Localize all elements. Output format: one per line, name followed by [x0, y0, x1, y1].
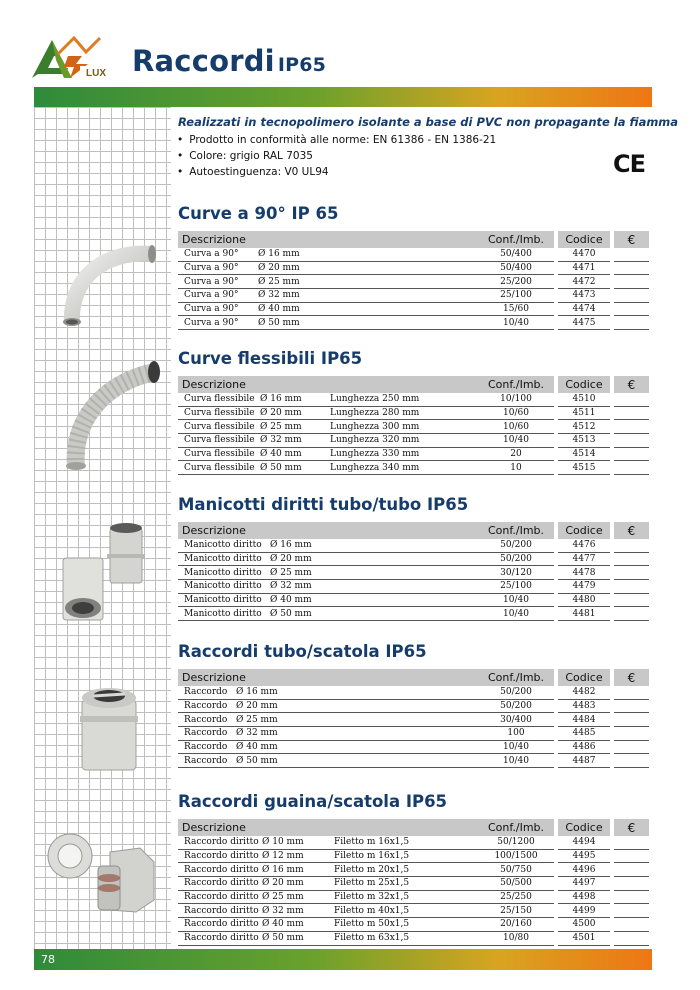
row-code: 4485 [558, 727, 610, 741]
row-conf: 30/120 [478, 566, 554, 580]
row-price [614, 931, 649, 945]
row-description: Curva a 90° [178, 261, 258, 275]
row-conf: 10/40 [478, 316, 554, 330]
row-detail: Filetto m 50x1,5 [334, 918, 478, 932]
row-detail: Lunghezza 320 mm [330, 434, 478, 448]
row-detail [328, 316, 478, 330]
row-diameter: Ø 16 mm [270, 539, 478, 552]
table-header-row [178, 376, 649, 393]
intro-bullets [178, 132, 678, 180]
row-description: Raccordo diritto [178, 931, 262, 945]
row-detail [328, 248, 478, 261]
row-diameter: Ø 20 mm [260, 406, 330, 420]
spec-table [178, 231, 649, 330]
page-number: 78 [41, 953, 55, 966]
table-row [178, 447, 649, 461]
spec-table [178, 819, 649, 946]
row-diameter: Ø 50 mm [258, 316, 328, 330]
table-row [178, 393, 649, 406]
row-diameter: Ø 32 mm [236, 727, 478, 741]
row-description: Raccordo diritto [178, 890, 262, 904]
row-diameter: Ø 12 mm [262, 849, 334, 863]
row-code: 4514 [558, 447, 610, 461]
column-header-price: € [614, 819, 649, 836]
row-price [614, 754, 649, 768]
row-conf: 30/400 [478, 713, 554, 727]
row-detail [328, 275, 478, 289]
row-price [614, 461, 649, 475]
row-code: 4511 [558, 406, 610, 420]
table-row [178, 740, 649, 754]
table-row [178, 918, 649, 932]
row-code: 4475 [558, 316, 610, 330]
row-description: Manicotto diritto [178, 593, 270, 607]
row-conf: 10/100 [478, 393, 554, 406]
table-row [178, 461, 649, 475]
table-row [178, 275, 649, 289]
row-description: Raccordo diritto [178, 904, 262, 918]
row-detail [328, 289, 478, 303]
section-title: Raccordi guaina/scatola IP65 [178, 792, 448, 811]
row-price [614, 447, 649, 461]
row-diameter: Ø 50 mm [262, 931, 334, 945]
row-detail: Lunghezza 250 mm [330, 393, 478, 406]
curve-90-image [52, 240, 162, 330]
column-header-code: Codice [558, 819, 610, 836]
column-header-code: Codice [558, 231, 610, 248]
row-detail: Lunghezza 300 mm [330, 420, 478, 434]
table-row [178, 931, 649, 945]
section-title: Raccordi tubo/scatola IP65 [178, 642, 427, 661]
row-price [614, 713, 649, 727]
row-price [614, 566, 649, 580]
row-conf: 50/750 [478, 863, 554, 877]
title-main: Raccordi [132, 44, 275, 78]
row-conf: 50/400 [478, 248, 554, 261]
table-row [178, 316, 649, 330]
row-detail: Filetto m 16x1,5 [334, 836, 478, 849]
column-header-code: Codice [558, 376, 610, 393]
row-conf: 10/40 [478, 593, 554, 607]
column-header-conf: Conf./Imb. [478, 376, 554, 393]
row-description: Curva flessibile [178, 393, 260, 406]
row-diameter: Ø 16 mm [262, 863, 334, 877]
row-conf: 25/100 [478, 289, 554, 303]
row-price [614, 420, 649, 434]
bottom-gradient-bar [34, 949, 652, 970]
table-row [178, 420, 649, 434]
ce-mark: CE [613, 150, 646, 178]
table-row [178, 754, 649, 768]
row-conf: 25/250 [478, 890, 554, 904]
table-row [178, 849, 649, 863]
row-code: 4498 [558, 890, 610, 904]
row-code: 4500 [558, 918, 610, 932]
intro-bullet: • Autoestinguenza: V0 UL94 [178, 164, 678, 180]
row-diameter: Ø 16 mm [260, 393, 330, 406]
row-conf: 10/40 [478, 754, 554, 768]
row-code: 4496 [558, 863, 610, 877]
row-code: 4470 [558, 248, 610, 261]
row-conf: 20/160 [478, 918, 554, 932]
row-conf: 50/200 [478, 699, 554, 713]
row-code: 4495 [558, 849, 610, 863]
row-description: Curva flessibile [178, 447, 260, 461]
column-header-conf: Conf./Imb. [478, 522, 554, 539]
column-header-price: € [614, 522, 649, 539]
row-code: 4482 [558, 686, 610, 699]
row-diameter: Ø 50 mm [260, 461, 330, 475]
row-description: Raccordo diritto [178, 918, 262, 932]
row-diameter: Ø 16 mm [258, 248, 328, 261]
column-header-description: Descrizione [178, 522, 478, 539]
row-price [614, 406, 649, 420]
table-row [178, 890, 649, 904]
table-row [178, 904, 649, 918]
table-header-row [178, 819, 649, 836]
column-header-conf: Conf./Imb. [478, 231, 554, 248]
row-price [614, 607, 649, 621]
row-conf: 50/1200 [478, 836, 554, 849]
spec-table [178, 669, 649, 768]
row-code: 4501 [558, 931, 610, 945]
row-price [614, 434, 649, 448]
row-code: 4474 [558, 302, 610, 316]
row-diameter: Ø 20 mm [258, 261, 328, 275]
row-description: Raccordo [178, 699, 236, 713]
row-conf: 10/80 [478, 931, 554, 945]
row-code: 4473 [558, 289, 610, 303]
column-header-code: Codice [558, 669, 610, 686]
row-description: Curva a 90° [178, 302, 258, 316]
row-conf: 25/100 [478, 580, 554, 594]
row-code: 4484 [558, 713, 610, 727]
row-code: 4515 [558, 461, 610, 475]
column-header-price: € [614, 231, 649, 248]
row-detail: Filetto m 63x1,5 [334, 931, 478, 945]
row-conf: 50/200 [478, 552, 554, 566]
row-code: 4513 [558, 434, 610, 448]
row-code: 4478 [558, 566, 610, 580]
row-price [614, 740, 649, 754]
row-price [614, 289, 649, 303]
column-header-description: Descrizione [178, 231, 478, 248]
row-detail: Filetto m 40x1,5 [334, 904, 478, 918]
row-description: Raccordo diritto [178, 849, 262, 863]
row-price [614, 904, 649, 918]
row-description: Curva flessibile [178, 461, 260, 475]
row-conf: 10/60 [478, 420, 554, 434]
row-diameter: Ø 25 mm [262, 890, 334, 904]
row-description: Manicotto diritto [178, 607, 270, 621]
row-detail [328, 302, 478, 316]
straight-sleeve-image [55, 518, 155, 628]
row-detail: Filetto m 20x1,5 [334, 863, 478, 877]
table-row [178, 406, 649, 420]
row-description: Raccordo diritto [178, 877, 262, 891]
row-price [614, 316, 649, 330]
row-description: Raccordo diritto [178, 836, 262, 849]
row-code: 4486 [558, 740, 610, 754]
row-price [614, 727, 649, 741]
table-row [178, 539, 649, 552]
row-price [614, 686, 649, 699]
row-diameter: Ø 50 mm [236, 754, 478, 768]
table-row [178, 863, 649, 877]
row-code: 4512 [558, 420, 610, 434]
row-description: Raccordo [178, 740, 236, 754]
row-description: Curva a 90° [178, 316, 258, 330]
row-code: 4510 [558, 393, 610, 406]
row-code: 4479 [558, 580, 610, 594]
row-description: Curva a 90° [178, 275, 258, 289]
column-header-conf: Conf./Imb. [478, 819, 554, 836]
row-code: 4476 [558, 539, 610, 552]
table-row [178, 686, 649, 699]
row-detail: Lunghezza 330 mm [330, 447, 478, 461]
row-diameter: Ø 40 mm [270, 593, 478, 607]
row-conf: 10/40 [478, 607, 554, 621]
column-header-conf: Conf./Imb. [478, 669, 554, 686]
row-code: 4483 [558, 699, 610, 713]
intro-bullet: • Prodotto in conformità alle norme: EN 61386 - EN 1386-21 [178, 132, 678, 148]
row-price [614, 393, 649, 406]
row-price [614, 552, 649, 566]
table-row [178, 593, 649, 607]
table-header-row [178, 231, 649, 248]
row-detail [328, 261, 478, 275]
ak-lux-logo [28, 34, 124, 82]
row-detail: Lunghezza 280 mm [330, 406, 478, 420]
row-detail: Filetto m 32x1,5 [334, 890, 478, 904]
row-description: Curva a 90° [178, 289, 258, 303]
title-suffix: IP65 [277, 54, 327, 76]
row-price [614, 863, 649, 877]
row-diameter: Ø 40 mm [236, 740, 478, 754]
row-description: Manicotto diritto [178, 566, 270, 580]
row-code: 4499 [558, 904, 610, 918]
row-detail: Lunghezza 340 mm [330, 461, 478, 475]
row-conf: 100/1500 [478, 849, 554, 863]
row-code: 4471 [558, 261, 610, 275]
row-diameter: Ø 32 mm [258, 289, 328, 303]
sheath-box-fitting-image [40, 826, 170, 926]
row-diameter: Ø 40 mm [262, 918, 334, 932]
row-price [614, 877, 649, 891]
tube-box-fitting-image [70, 672, 150, 782]
column-header-price: € [614, 669, 649, 686]
row-conf: 10/40 [478, 740, 554, 754]
row-detail: Filetto m 25x1,5 [334, 877, 478, 891]
row-diameter: Ø 32 mm [270, 580, 478, 594]
table-row [178, 836, 649, 849]
table-row [178, 302, 649, 316]
row-description: Curva flessibile [178, 434, 260, 448]
table-row [178, 289, 649, 303]
row-diameter: Ø 25 mm [236, 713, 478, 727]
row-conf: 25/150 [478, 904, 554, 918]
row-price [614, 918, 649, 932]
row-diameter: Ø 10 mm [262, 836, 334, 849]
row-conf: 10 [478, 461, 554, 475]
row-code: 4487 [558, 754, 610, 768]
column-header-description: Descrizione [178, 819, 478, 836]
row-code: 4497 [558, 877, 610, 891]
column-header-price: € [614, 376, 649, 393]
row-description: Raccordo [178, 727, 236, 741]
table-header-row [178, 522, 649, 539]
table-row [178, 261, 649, 275]
row-conf: 10/40 [478, 434, 554, 448]
row-price [614, 593, 649, 607]
column-header-description: Descrizione [178, 376, 478, 393]
row-diameter: Ø 32 mm [260, 434, 330, 448]
row-description: Raccordo [178, 686, 236, 699]
table-row [178, 248, 649, 261]
row-description: Curva flessibile [178, 420, 260, 434]
row-code: 4494 [558, 836, 610, 849]
row-price [614, 890, 649, 904]
row-code: 4477 [558, 552, 610, 566]
row-code: 4481 [558, 607, 610, 621]
row-diameter: Ø 50 mm [270, 607, 478, 621]
row-description: Curva a 90° [178, 248, 258, 261]
table-row [178, 713, 649, 727]
table-row [178, 699, 649, 713]
row-price [614, 261, 649, 275]
row-diameter: Ø 32 mm [262, 904, 334, 918]
row-diameter: Ø 25 mm [270, 566, 478, 580]
flexible-curve-image [50, 354, 170, 474]
row-description: Manicotto diritto [178, 539, 270, 552]
top-gradient-bar [34, 87, 652, 107]
row-detail: Filetto m 16x1,5 [334, 849, 478, 863]
row-description: Manicotto diritto [178, 552, 270, 566]
row-price [614, 539, 649, 552]
section-title: Curve flessibili IP65 [178, 349, 363, 368]
row-conf: 50/200 [478, 686, 554, 699]
row-conf: 25/200 [478, 275, 554, 289]
table-row [178, 580, 649, 594]
row-conf: 15/60 [478, 302, 554, 316]
row-description: Curva flessibile [178, 406, 260, 420]
row-description: Raccordo [178, 713, 236, 727]
row-code: 4472 [558, 275, 610, 289]
row-price [614, 836, 649, 849]
row-diameter: Ø 40 mm [258, 302, 328, 316]
table-row [178, 727, 649, 741]
row-price [614, 248, 649, 261]
table-row [178, 877, 649, 891]
row-price [614, 699, 649, 713]
row-conf: 100 [478, 727, 554, 741]
row-diameter: Ø 25 mm [258, 275, 328, 289]
row-price [614, 275, 649, 289]
section-title: Manicotti diritti tubo/tubo IP65 [178, 495, 469, 514]
row-price [614, 302, 649, 316]
page-title [132, 44, 326, 78]
row-description: Manicotto diritto [178, 580, 270, 594]
row-description: Raccordo diritto [178, 863, 262, 877]
spec-table [178, 522, 649, 621]
section-title: Curve a 90° IP 65 [178, 204, 339, 223]
table-header-row [178, 669, 649, 686]
row-diameter: Ø 25 mm [260, 420, 330, 434]
column-header-code: Codice [558, 522, 610, 539]
row-diameter: Ø 40 mm [260, 447, 330, 461]
row-price [614, 849, 649, 863]
row-conf: 50/400 [478, 261, 554, 275]
table-row [178, 552, 649, 566]
row-conf: 50/500 [478, 877, 554, 891]
row-code: 4480 [558, 593, 610, 607]
table-row [178, 566, 649, 580]
row-conf: 10/60 [478, 406, 554, 420]
intro-bullet: • Colore: grigio RAL 7035 [178, 148, 678, 164]
row-diameter: Ø 20 mm [262, 877, 334, 891]
intro-lead: Realizzati in tecnopolimero isolante a base di PVC non propagante la fiamma [178, 115, 679, 129]
logo-text: LUX [86, 68, 106, 79]
spec-table [178, 376, 649, 475]
intro-block [178, 115, 678, 180]
row-price [614, 580, 649, 594]
row-diameter: Ø 16 mm [236, 686, 478, 699]
row-conf: 20 [478, 447, 554, 461]
row-conf: 50/200 [478, 539, 554, 552]
column-header-description: Descrizione [178, 669, 478, 686]
table-row [178, 434, 649, 448]
row-description: Raccordo [178, 754, 236, 768]
row-diameter: Ø 20 mm [236, 699, 478, 713]
row-diameter: Ø 20 mm [270, 552, 478, 566]
table-row [178, 607, 649, 621]
